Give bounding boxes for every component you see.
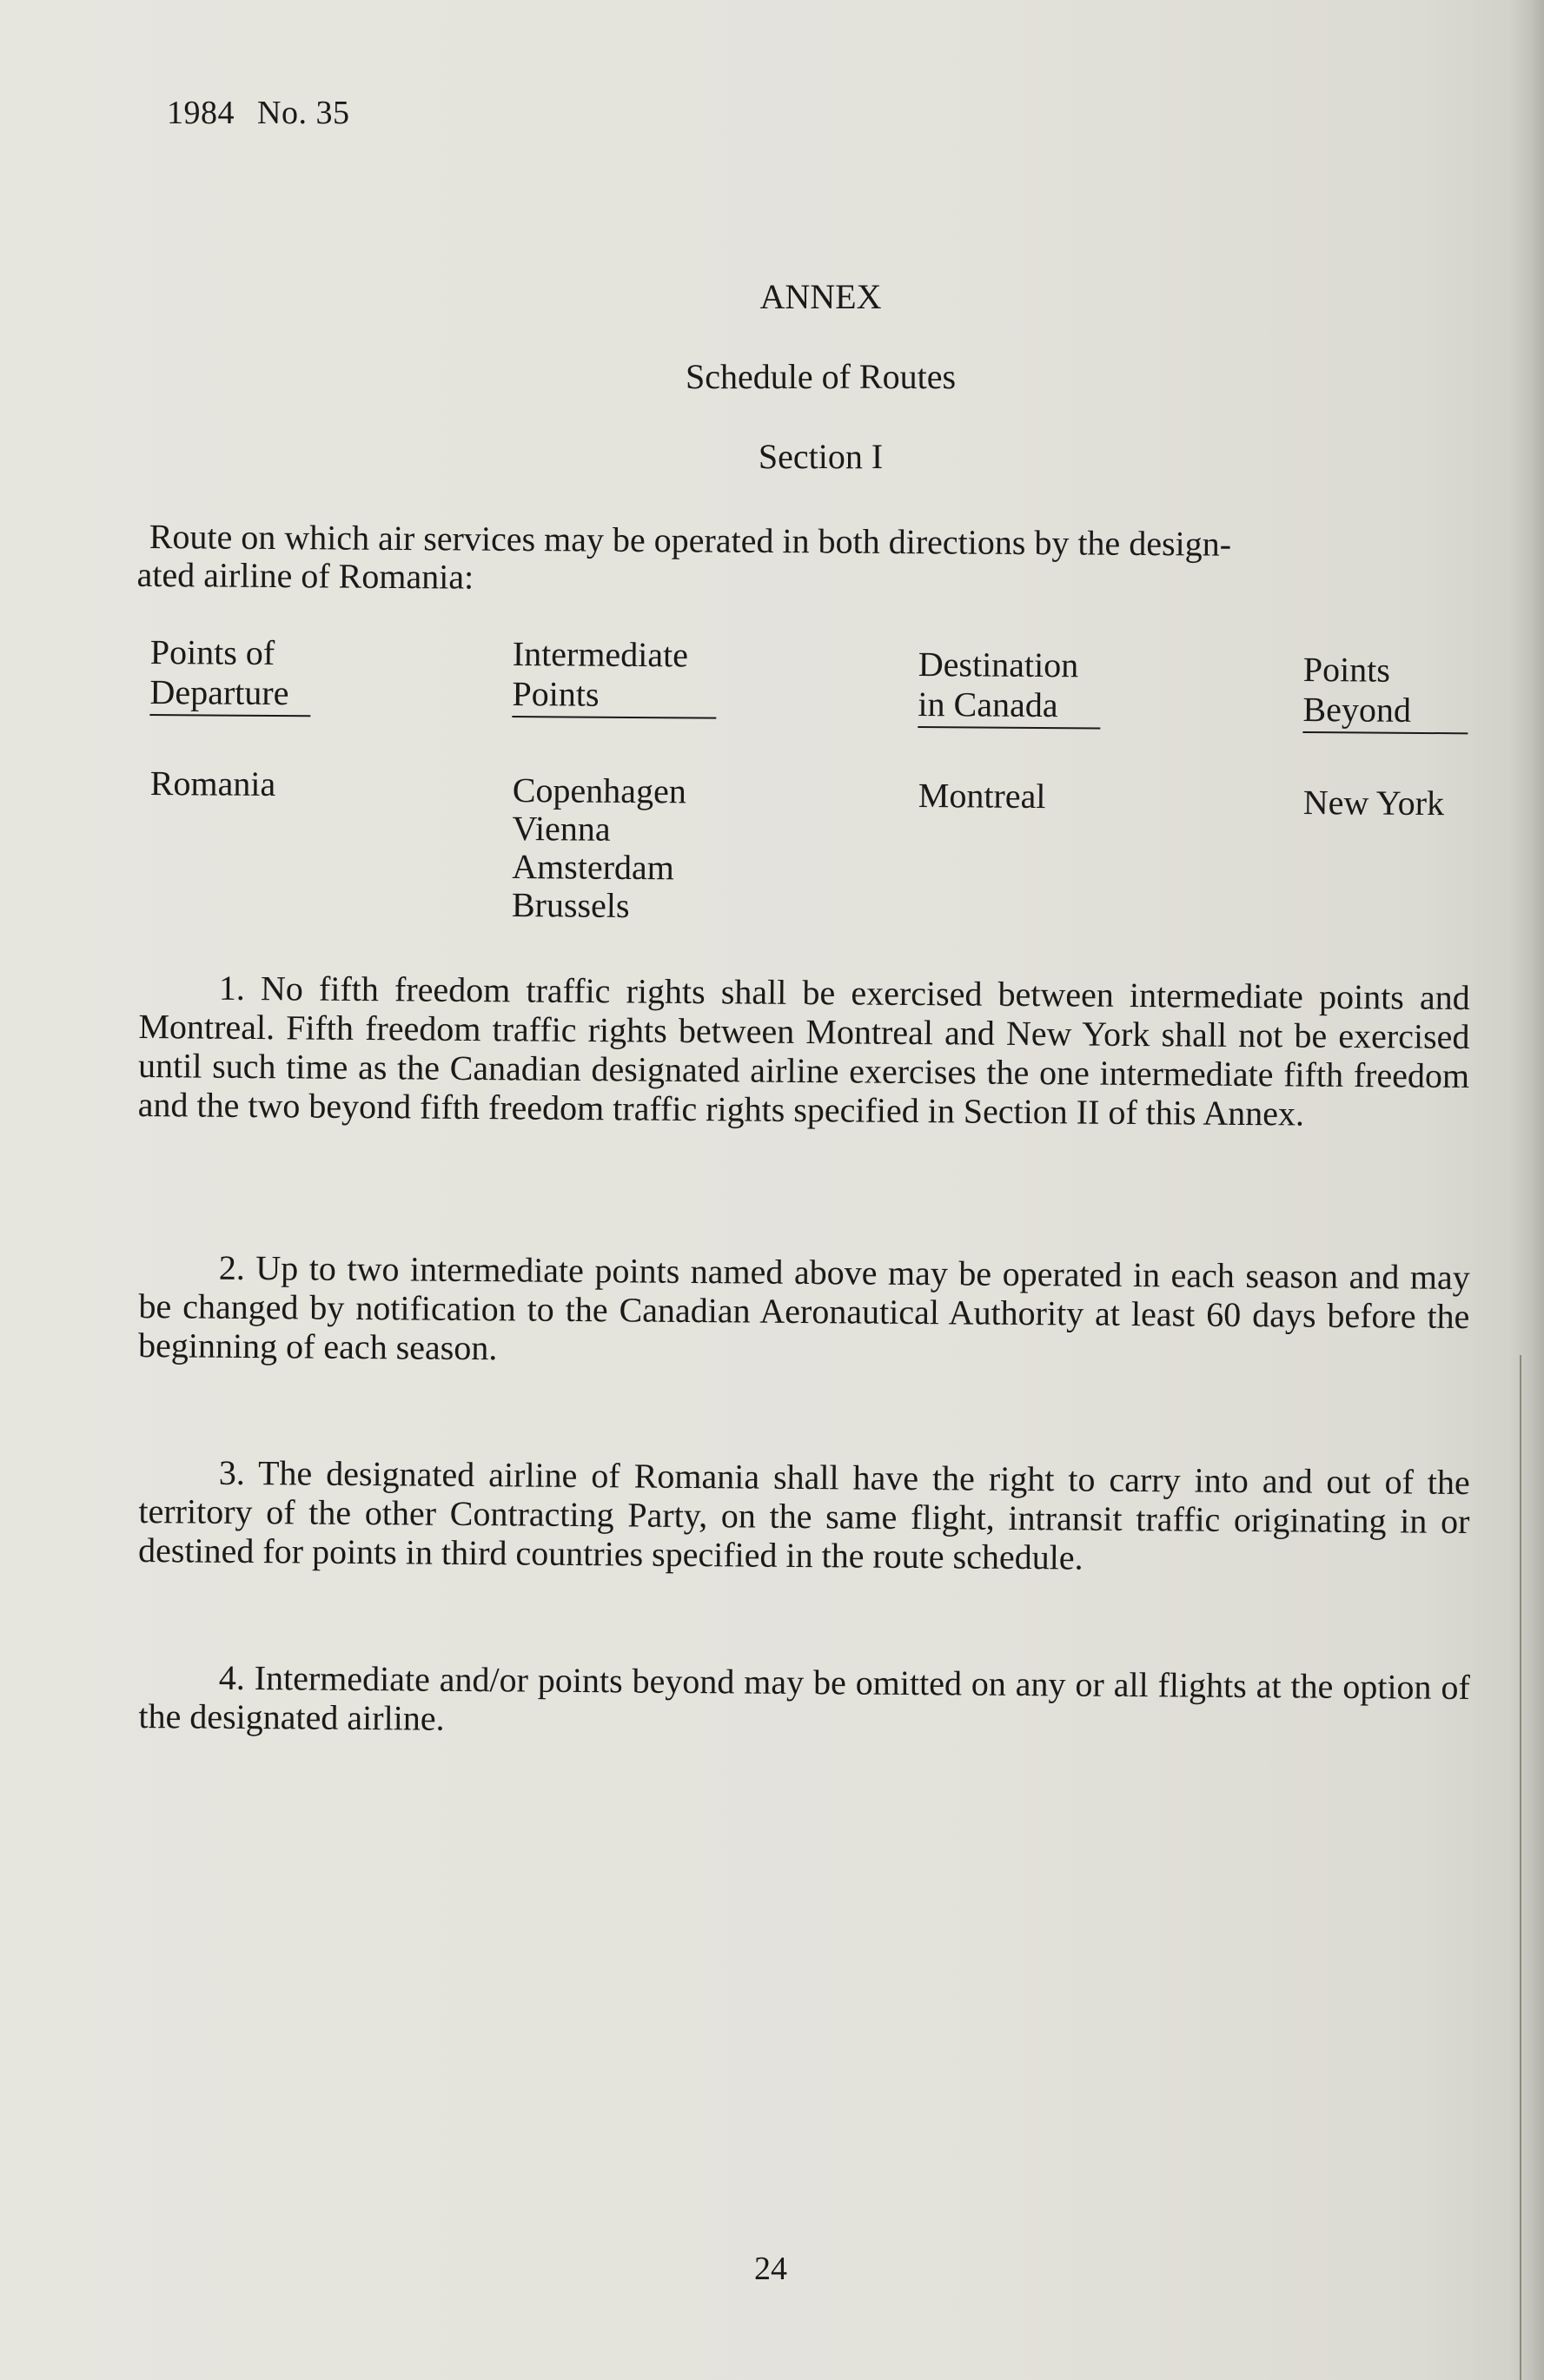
route-intro-line2: ated airline of Romania:: [136, 554, 474, 597]
column-header-intermediate: Intermediate Points: [512, 634, 717, 719]
list-item: Amsterdam: [512, 846, 675, 888]
list-item: Brussels: [511, 884, 630, 925]
route-intro-line1: Route on which air services may be operated in both directions by the design-: [149, 517, 1232, 564]
header-year: 1984: [167, 95, 235, 131]
column-header-departure: Points of Departure: [149, 632, 311, 717]
document-header: [167, 94, 349, 132]
list-item: Copenhagen: [512, 770, 686, 811]
paragraph-2: 2. Up to two intermediate points named above may be operated in each season and may be changed by notification to the Canadian Aeronautical Authority at least 60 days before the beginning of each season.: [137, 1247, 1470, 1368]
paragraph-4: 4. Intermediate and/or points beyond may be omitted on any or all flights at the option of the designated airline.: [138, 1657, 1470, 1738]
schedule-title: Schedule of Routes: [685, 357, 957, 396]
paragraph-3: 3. The designated airline of Romania shall have the right to carry into and out of the territory of the other Contracting Party, on the same flight, intransit traffic originating in or destined for points in third countries specified in the route schedule.: [137, 1452, 1470, 1577]
page-number: 24: [754, 2251, 787, 2287]
annex-title: ANNEX: [759, 277, 882, 316]
beyond-value: New York: [1302, 783, 1445, 823]
column-header-destination: Destination in Canada: [918, 645, 1101, 729]
column-header-beyond: Points Beyond: [1302, 650, 1468, 734]
route-intro: [136, 517, 1470, 604]
binding-line: [1520, 1355, 1521, 2380]
departure-value: Romania: [149, 764, 276, 804]
paragraph-1: 1. No fifth freedom traffic rights shall be exercised between intermediate points and Montreal. Fifth freedom traffic rights between Montreal and New York shall not be exercised until such time as the Canadian designated airline exercises the one intermediate fifth freedom and the two beyond fifth freedom traffic rights specified in Section II of this Annex.: [137, 968, 1470, 1134]
intermediate-points-list: [512, 771, 686, 925]
destination-value: Montreal: [918, 776, 1046, 816]
header-number: No. 35: [257, 95, 350, 131]
list-item: Vienna: [512, 808, 611, 849]
section-title: Section I: [758, 437, 884, 476]
